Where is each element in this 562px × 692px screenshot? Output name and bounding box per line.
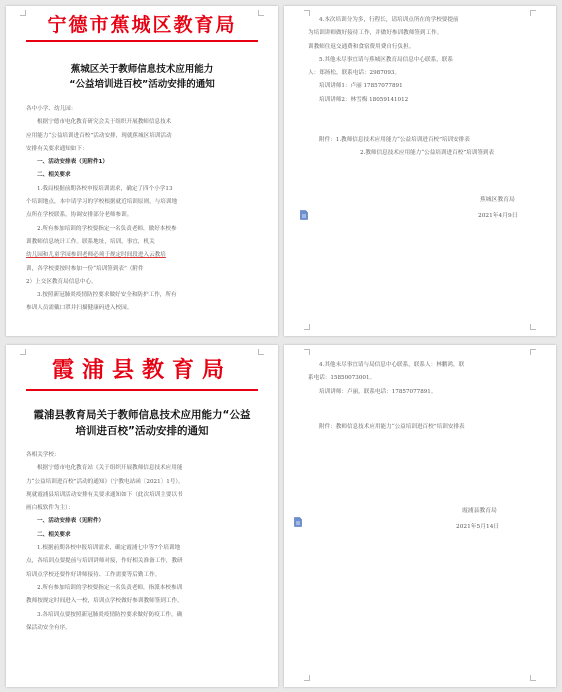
doc2-page1 xyxy=(6,345,278,687)
doc1-red-header: 宁德市蕉城区教育局 xyxy=(47,14,237,36)
intro-line: 力“公益培训进百校”活动的通知》（宁教电站函〔2021〕1号）， xyxy=(26,478,184,485)
intro-line: 安排有关要求通知如下： xyxy=(26,145,88,152)
crop-mark xyxy=(304,324,310,330)
requirement-line: 2.所有参加培训的学校要指定一名负责老师，指派本校参训 xyxy=(37,584,183,591)
requirement-line: 3.按照新冠肺炎疫情防控要求做好安全和防护工作，所有 xyxy=(37,292,177,299)
section-heading: 二、相关要求 xyxy=(37,172,71,179)
crop-mark xyxy=(20,349,26,355)
requirement-line: 人：郑扬松，联系电话：2987093。 xyxy=(308,70,401,77)
issuer-name: 蕉城区教育局 xyxy=(480,197,515,203)
doc2-title xyxy=(24,407,260,439)
highlighted-line: 幼儿园和儿童学园参训老师必须于规定时间段进入云教培 xyxy=(26,252,166,259)
attachment-line: 附件：教师信息技术应用能力“公益培训进百校”培训安排表 xyxy=(319,424,465,430)
document-icon[interactable] xyxy=(294,517,302,527)
crop-mark xyxy=(258,10,264,16)
intro-line: 根据宁德市电化教育研究会关于组织开展教师信息技术 xyxy=(37,119,172,126)
intro-line: 现就霞浦县培训活动安排有关要求通知如下（此次培训主要以书 xyxy=(26,491,183,498)
requirement-line: 点所在学校联系，协调安排部分老师参训。 xyxy=(26,212,133,219)
doc2-body xyxy=(26,449,262,635)
requirement-line: 4.本次培训分为多，行程长，请培训点所在的学校要提前 xyxy=(319,17,459,23)
requirement-line: 训教师信息统计工作。联系地址，培训，事宜，机关 xyxy=(26,238,155,245)
requirement-line: 训教师住返交通费和食宿费用费自行负担。 xyxy=(308,43,415,50)
document-icon[interactable] xyxy=(300,210,308,220)
doc1-page2 xyxy=(284,6,556,336)
doc1-title-line1: 蕉城区关于教师信息技术应用能力 xyxy=(70,64,214,75)
doc2-red-header: 霞浦县教育局 xyxy=(51,357,232,383)
requirement-line: 2.所有参加培训的学校要指定一名负责老师，做好本校参 xyxy=(37,225,177,232)
doc1-attachments xyxy=(308,134,544,161)
requirement-line: 5.其他未尽事宜请与蕉城区教育局信息中心联系，联系 xyxy=(319,56,453,63)
trainer-line: 培训讲师：卢丽，联系电话：17857077891。 xyxy=(319,388,437,395)
doc1-body-part1 xyxy=(26,103,262,316)
doc1-body-part2 xyxy=(308,14,538,107)
requirement-line: 教师按规定时间进入一校，培训点学校做好参训教师签到工作。 xyxy=(26,598,183,605)
trainer-line: 培训讲师2：林雪梅 18059141012 xyxy=(319,96,409,103)
attachment-line: 附件：1.教师信息技术应用能力“公益培训进百校”培训安排表 xyxy=(319,137,470,143)
requirement-line: 3.各培训点要按照新冠肺炎疫情防控要求做好防疫工作，确 xyxy=(37,611,183,618)
requirement-line: 参训人员需戴口罩并扫描健康码进入校园。 xyxy=(26,305,133,312)
requirement-line: 点，各培训点要提前与培训讲师对接，作好相关准备工作，教研 xyxy=(26,558,183,565)
section-heading: 一、活动安排表（见附件） xyxy=(37,518,105,525)
requirement-line: 系电话：15850073001。 xyxy=(308,375,376,382)
doc2-attachments xyxy=(308,421,544,434)
requirement-line: 1.我局根据前期各校申报培训需求，确定了四个小学13 xyxy=(37,185,173,192)
crop-mark xyxy=(530,349,536,355)
crop-mark xyxy=(530,675,536,681)
salutation: 各相关学校： xyxy=(26,452,60,458)
doc2-body-part2 xyxy=(308,359,538,399)
requirement-line: 训，各学校要按时参加一份“培训签到表”（附件 xyxy=(26,265,144,272)
doc2-title-line2: 培训进百校”活动安排的通知 xyxy=(75,425,209,437)
requirement-line: 4.其他未尽事宜请与局信息中心联系，联系人：林鹏鸿，联 xyxy=(319,362,465,368)
trainer-line: 培训讲师1：卢丽 17857077891 xyxy=(319,83,403,90)
requirement-line: 个培训地点，本中请学习的学校根据就近培训原则，与培训地 xyxy=(26,199,178,206)
issuer-name: 霞浦县教育局 xyxy=(462,508,497,514)
requirement-line: 为培训讲师做好接待工作，并做好参训教师签到工作。 xyxy=(308,30,443,37)
issue-date: 2021年4月9日 xyxy=(478,213,518,219)
requirement-line: 保活动安全有序。 xyxy=(26,624,71,631)
crop-mark xyxy=(20,10,26,16)
intro-line: 画白板软件为主）： xyxy=(26,505,74,512)
doc2-red-rule xyxy=(26,389,258,391)
doc1-red-rule xyxy=(26,40,258,42)
requirement-line: 1.根据前期各校申报培训需求，确定霞浦七中等7个培训地 xyxy=(37,545,181,552)
crop-mark xyxy=(304,675,310,681)
requirement-line: 2）上交区教育局信息中心。 xyxy=(26,278,97,285)
crop-mark xyxy=(304,349,310,355)
intro-line: 根据宁德市电化教育站《关于组织开展教师信息技术应用能 xyxy=(37,465,183,472)
crop-mark xyxy=(530,324,536,330)
salutation: 各中小学、幼儿园： xyxy=(26,106,77,112)
requirement-line: 培训点学校还要作好讲师接待、工作需要等后勤工作。 xyxy=(26,571,161,578)
doc1-title xyxy=(24,62,260,92)
section-heading: 二、相关要求 xyxy=(37,531,71,538)
doc2-title-line1: 霞浦县教育局关于教师信息技术应用能力“公益 xyxy=(33,409,251,421)
doc1-page1 xyxy=(6,6,278,336)
section-heading: 一、活动安排表（见附件1） xyxy=(37,159,109,166)
intro-line: 应用能力“公益培训进百校”活动安排，现就蕉城区培训活动 xyxy=(26,132,172,139)
doc2-page2 xyxy=(284,345,556,687)
doc1-title-line2: “公益培训进百校”活动安排的通知 xyxy=(69,79,215,90)
attachment-line: 2.教师信息技术应用能力“公益培训进百校”培训签到表 xyxy=(360,150,495,157)
issue-date: 2021年5月14日 xyxy=(456,524,500,530)
crop-mark xyxy=(258,349,264,355)
